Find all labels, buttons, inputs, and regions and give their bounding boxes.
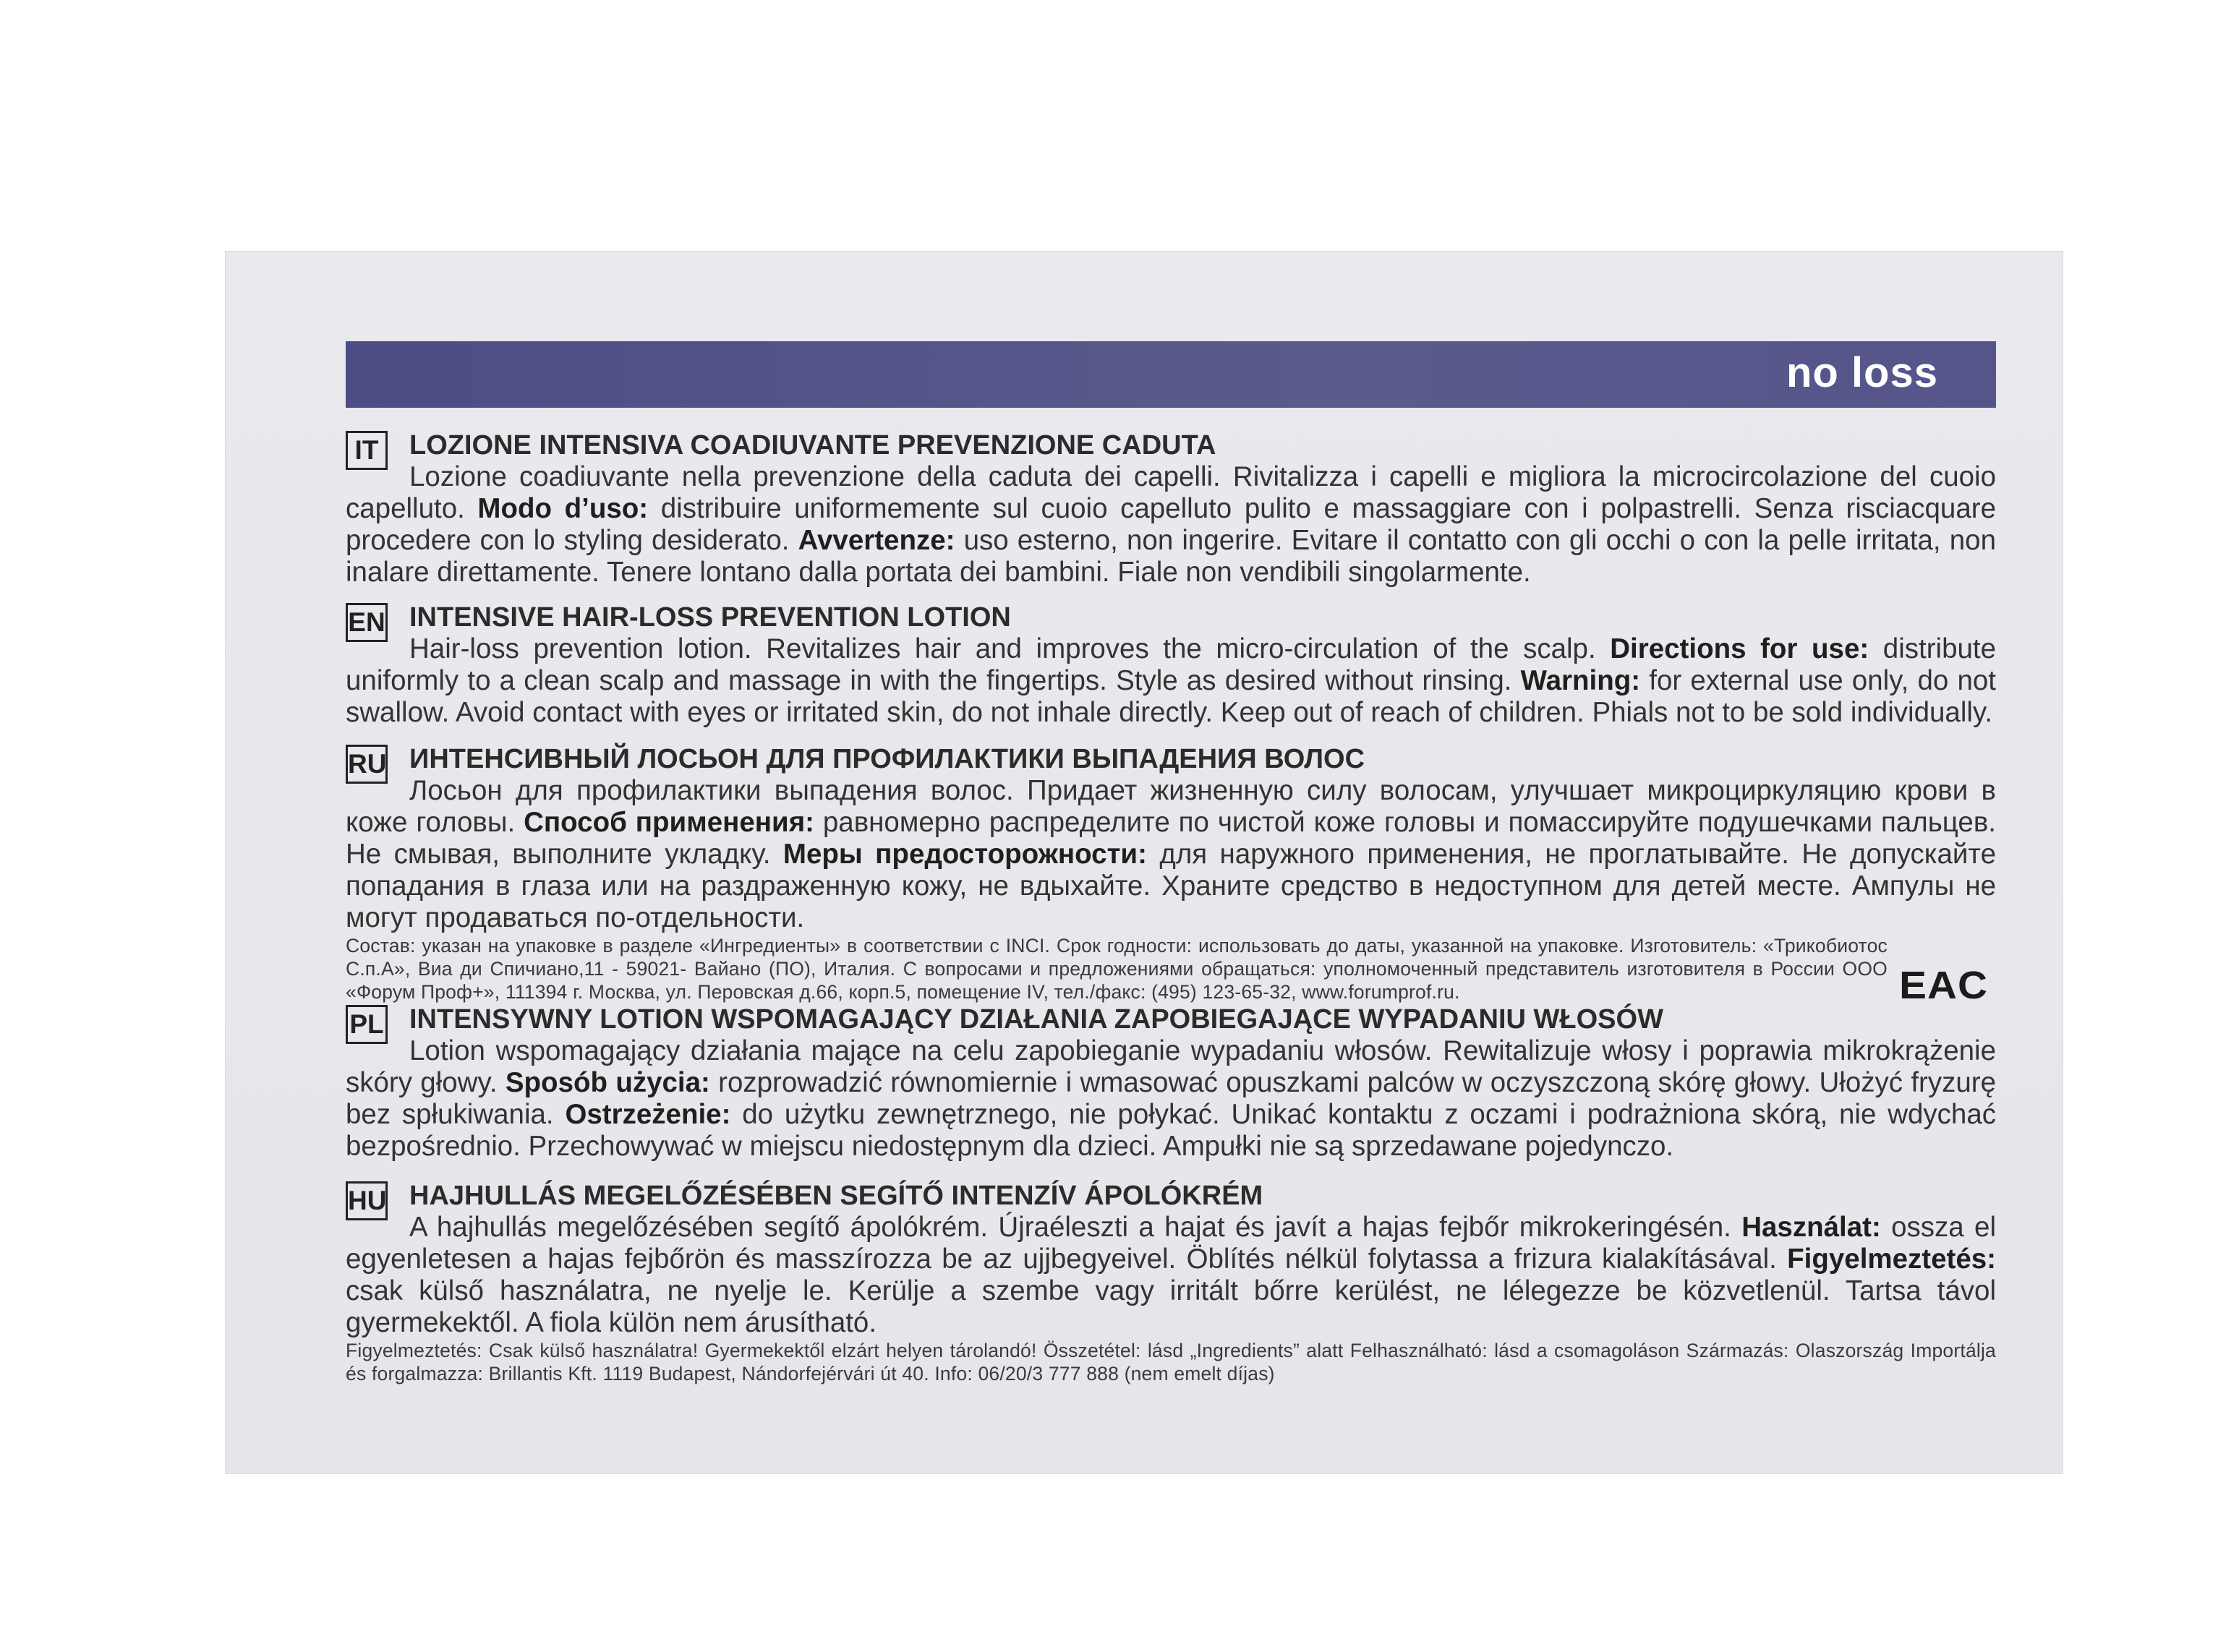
small-print-block-ru (346, 934, 1996, 1007)
section-it (346, 429, 1996, 589)
intro-pl: Lotion wspomagający działania mające na celu zapobieganie wypadaniu włosów. Rewitalizuje włosy i poprawia mikrokrążenie skóry głowy. (346, 1035, 1996, 1098)
warning-text-it: uso esterno, non ingerire. Evitare il contatto con gli occhi o con la pelle irritata, non inalare direttamente. Tenere lontano dalla portata dei bambini. Fiale non vendibili singolarmente. (346, 525, 1996, 588)
warning-text-hu: csak külső használatra, ne nyelje le. Kerülje a szembe vagy irritált bőrre kerülést, ne lélegezze be közvetlenül. Tartsa távol gyermekektől. A fiola külön nem árusítható. (346, 1275, 1996, 1338)
brand-banner (346, 341, 1996, 408)
usage-label-pl: Sposób użycia: (505, 1067, 710, 1098)
brand-name: no loss (1786, 349, 1938, 396)
label-card (226, 252, 2063, 1473)
section-title-en: INTENSIVE HAIR-LOSS PREVENTION LOTION (409, 602, 1011, 633)
small-print-hu: Figyelmeztetés: Csak külső használatra! Gyermekektől elzárt helyen tárolandó! Összetétel: lásd „Ingredients” alatt Felhasználható: lásd a csomagoláson Származás: Olaszország Importálja és forgalmazza: Brillantis Kft. 1119 Budapest, Nándorfejérvári út 40. Info: 06/20/3 777 888 (nem emelt díjas) (346, 1340, 1996, 1384)
warning-text-pl: do użytku zewnętrznego, nie połykać. Unikać kontaktu z oczami i podrażniona skórą, nie wdychać bezpośrednio. Przechowywać w miejscu niedostępnym dla dzieci. Ampułki nie są sprzedawane pojedynczo. (346, 1099, 1996, 1162)
language-code-hu: HU (346, 1181, 388, 1220)
section-body-ru (346, 775, 1996, 934)
intro-it: Lozione coadiuvante nella prevenzione della caduta dei capelli. Rivitalizza i capelli e migliora la microcircolazione del cuoio capelluto. (346, 461, 1996, 524)
section-title-hu: HAJHULLÁS MEGELŐZÉSÉBEN SEGÍTŐ INTENZÍV ÁPOLÓKRÉM (409, 1181, 1263, 1211)
usage-label-it: Modo d’uso: (477, 493, 649, 524)
section-title-ru: ИНТЕНСИВНЫЙ ЛОСЬОН ДЛЯ ПРОФИЛАКТИКИ ВЫПАДЕНИЯ ВОЛОС (409, 744, 1365, 774)
intro-hu: A hajhullás megelőzésében segítő ápolókrém. Újraéleszti a hajat és javít a hajas fejbőr mikrokeringésén. (409, 1212, 1742, 1243)
usage-text-en: distribute uniformly to a clean scalp and massage in with the fingertips. Style as desired without rinsing. (346, 633, 1996, 696)
section-en (346, 602, 1996, 729)
section-body-it (346, 461, 1996, 589)
usage-label-hu: Használat: (1741, 1212, 1881, 1243)
section-body-hu (346, 1212, 1996, 1339)
usage-text-pl: rozprowadzić równomiernie i wmasować opuszkami palców w oczyszczoną skórę głowy. Ułożyć fryzurę bez spłukiwania. (346, 1067, 1996, 1130)
usage-text-it: distribuire uniformemente sul cuoio capelluto pulito e massaggiare con i polpastrelli. Senza risciacquare procedere con lo styling desiderato. (346, 493, 1996, 556)
section-body-pl (346, 1035, 1996, 1163)
usage-text-ru: равномерно распределите по чистой коже головы и помассируйте подушечками пальцев. Не смывая, выполните укладку. (346, 807, 1996, 870)
usage-label-en: Directions for use: (1610, 633, 1869, 664)
intro-en: Hair-loss prevention lotion. Revitalizes hair and improves the micro-circulation of the scalp. (409, 633, 1611, 664)
section-ru (346, 743, 1996, 1007)
language-code-ru: RU (346, 745, 388, 784)
warning-label-ru: Меры предосторожности: (782, 839, 1147, 870)
language-code-it: IT (346, 431, 388, 470)
warning-label-hu: Figyelmeztetés: (1787, 1244, 1996, 1275)
warning-label-pl: Ostrzeżenie: (565, 1099, 731, 1130)
section-body-en (346, 633, 1996, 729)
section-title-pl: INTENSYWNY LOTION WSPOMAGAJĄCY DZIAŁANIA ZAPOBIEGAJĄCE WYPADANIU WŁOSÓW (409, 1004, 1663, 1035)
intro-ru: Лосьон для профилактики выпадения волос. Придает жизненную силу волосам, улучшает микроциркуляцию крови в коже головы. (346, 775, 1996, 838)
language-code-pl: PL (346, 1005, 388, 1044)
language-code-en: EN (346, 603, 388, 642)
warning-text-en: for external use only, do not swallow. Avoid contact with eyes or irritated skin, do not inhale directly. Keep out of reach of children. Phials not to be sold individually. (346, 665, 1996, 728)
warning-label-it: Avvertenze: (798, 525, 955, 556)
usage-text-hu: ossza el egyenletesen a hajas fejbőrön és masszírozza be az ujjbegyeivel. Öblítés nélkül folytassa a frizura kialakításával. (346, 1212, 1996, 1275)
warning-text-ru: для наружного применения, не проглатывайте. Не допускайте попадания в глаза или на раздраженную кожу, не вдыхайте. Храните средство в недоступном для детей месте. Ампулы не могут продаваться по-отдельности. (346, 839, 1996, 933)
small-print-ru: Состав: указан на упаковке в разделе «Ингредиенты» в соответствии с INCI. Срок годности: использовать до даты, указанной на упаковке. Изготовитель: «Трикобиотос С.п.А», Виа ди Спичиано,11 - 59021- Вайано (ПО), Италия. С вопросами и предложениями обращаться: уполномоченный представитель изготовителя в России ООО «Форум Проф+», 111394 г. Москва, ул. Перовская д.66, корп.5, помещение IV, тел./факс: (495) 123-65-32, www.forumprof.ru. (346, 935, 1888, 1003)
section-pl (346, 1003, 1996, 1163)
usage-label-ru: Способ применения: (524, 807, 814, 838)
eac-certification-mark: EAC (1899, 964, 1988, 1007)
warning-label-en: Warning: (1520, 665, 1641, 696)
section-hu (346, 1180, 1996, 1385)
section-title-it: LOZIONE INTENSIVA COADIUVANTE PREVENZIONE CADUTA (409, 430, 1216, 461)
